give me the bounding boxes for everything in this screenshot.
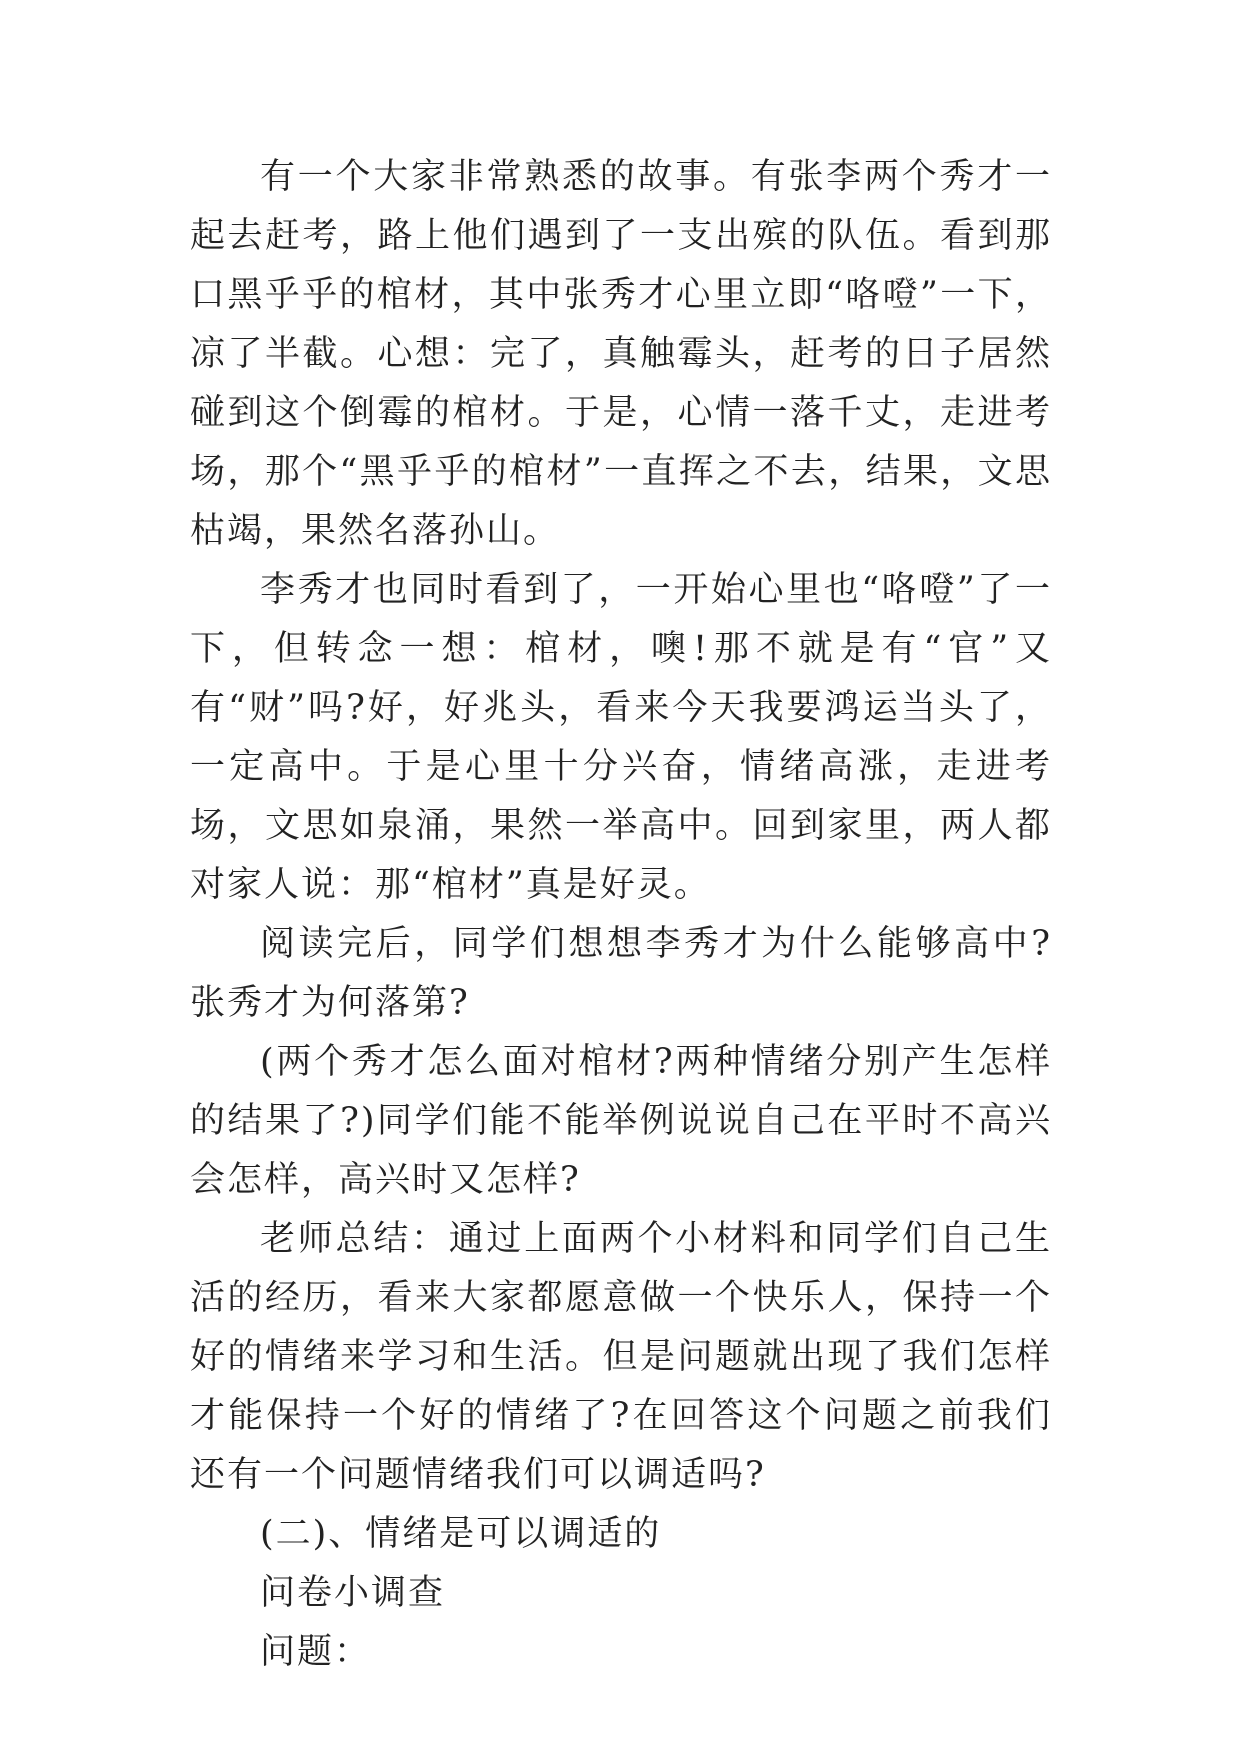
paragraph-question: 阅读完后，同学们想想李秀才为什么能够高中?张秀才为何落第?	[190, 924, 1052, 1023]
paragraph-story-li: 李秀才也同时看到了，一开始心里也“咯噔”了一下，但转念一想：棺材，噢!那不就是有“官”又有“财”吗?好，好兆头，看来今天我要鸿运当头了，一定高中。于是心里十分兴奋，情绪高涨，走进考场，文思如泉涌，果然一举高中。回到家里，两人都对家人说：那“棺材”真是好灵。	[190, 570, 1052, 905]
survey-title: 问卷小调查	[260, 1573, 446, 1613]
paragraph-teacher-summary: 老师总结：通过上面两个小材料和同学们自己生活的经历，看来大家都愿意做一个快乐人，保持一个好的情绪来学习和生活。但是问题就出现了我们怎样才能保持一个好的情绪了?在回答这个问题之前我们还有一个问题情绪我们可以调适吗?	[190, 1219, 1052, 1495]
document-body	[190, 148, 1052, 1682]
paragraph-discussion: (两个秀才怎么面对棺材?两种情绪分别产生怎样的结果了?)同学们能不能举例说说自己在平时不高兴会怎样，高兴时又怎样?	[190, 1042, 1052, 1200]
section-heading: (二)、情绪是可以调适的	[260, 1514, 662, 1554]
survey-question-label: 问题：	[260, 1632, 372, 1672]
paragraph-story-intro: 有一个大家非常熟悉的故事。有张李两个秀才一起去赶考，路上他们遇到了一支出殡的队伍。看到那口黑乎乎的棺材，其中张秀才心里立即“咯噔”一下，凉了半截。心想：完了，真触霉头，赶考的日子居然碰到这个倒霉的棺材。于是，心情一落千丈，走进考场，那个“黑乎乎的棺材”一直挥之不去，结果，文思枯竭，果然名落孙山。	[190, 157, 1052, 551]
